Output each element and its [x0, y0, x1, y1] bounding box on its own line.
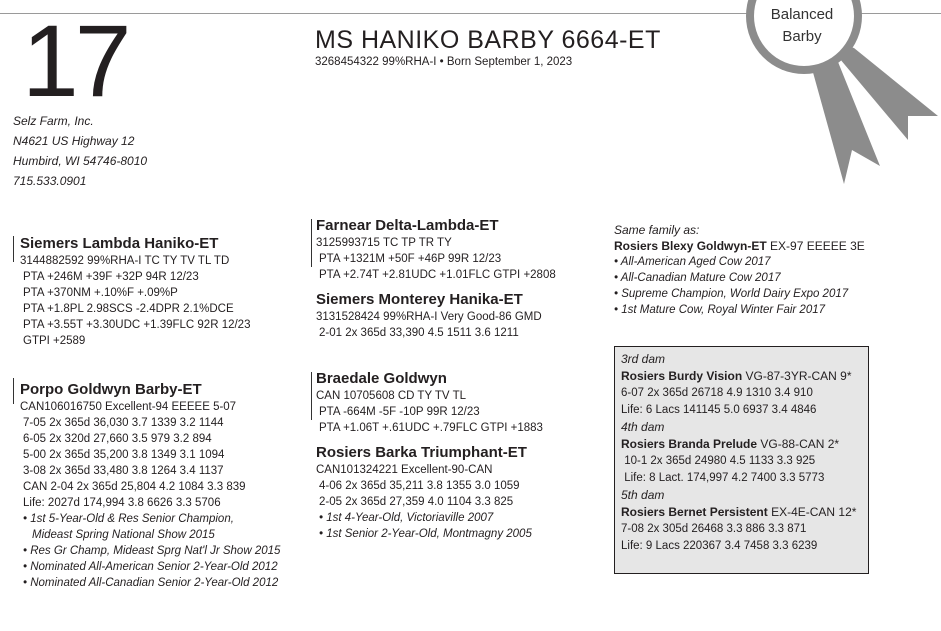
- dam-line: 5-00 2x 365d 35,200 3.8 1349 3.1 1094: [23, 449, 225, 461]
- dam-honor: • Nominated All-American Senior 2-Year-Old 2012: [23, 561, 278, 573]
- dam-title: [621, 504, 862, 521]
- dam-name: Rosiers Branda Prelude: [621, 437, 758, 451]
- animal-name: MS HANIKO BARBY 6664-ET: [315, 26, 661, 54]
- sire-line: GTPI +2589: [23, 335, 86, 347]
- sire-line: 3144882592 99%RHA-I TC TY TV TL TD: [20, 255, 230, 267]
- family-cow-name: Rosiers Blexy Goldwyn-ET: [614, 239, 767, 253]
- dam-name: Rosiers Burdy Vision: [621, 369, 743, 383]
- dam-dam-honor: • 1st 4-Year-Old, Victoriaville 2007: [319, 512, 494, 524]
- family-cow-class: EX-97 EEEEE 3E: [766, 239, 865, 253]
- dam-line: CAN 2-04 2x 365d 25,804 4.2 1084 3.3 839: [23, 481, 246, 493]
- sire-sire-line: 3125993715 TC TP TR TY: [316, 237, 452, 249]
- dam-label: 4th dam: [621, 420, 665, 434]
- consignor-address: [13, 111, 147, 191]
- dam-class: VG-87-3YR-CAN 9*: [742, 369, 852, 383]
- dam-record: 6-07 2x 365d 26718 4.9 1310 3.4 910: [621, 387, 813, 399]
- dam-line: 6-05 2x 320d 27,660 3.5 979 3.2 894: [23, 433, 212, 445]
- dam-sire-line: CAN 10705608 CD TY TV TL: [316, 390, 467, 402]
- dam-honor: • 1st 5-Year-Old & Res Senior Champion,: [23, 513, 234, 525]
- family-block: [614, 222, 865, 318]
- animal-info: 3268454322 99%RHA-I • Born September 1, 2023: [315, 56, 573, 68]
- sire-dam-name: Siemers Monterey Hanika-ET: [316, 291, 523, 308]
- sire-sire-block: [316, 216, 556, 283]
- dam-title: [621, 436, 862, 453]
- dam-class: VG-88-CAN 2*: [757, 437, 840, 451]
- sire-line: PTA +1.8PL 2.98SCS -2.4DPR 2.1%DCE: [23, 303, 234, 315]
- dam-sire-line: PTA +1.06T +.61UDC +.79FLC GTPI +1883: [319, 422, 543, 434]
- badge-line-2: Barby: [782, 28, 822, 45]
- dam-honor: • Nominated All-Canadian Senior 2-Year-Old 2012: [23, 577, 279, 589]
- dam-sire-bracket: [311, 372, 312, 420]
- dam-record: 7-08 2x 305d 26468 3.3 886 3.3 871: [621, 523, 807, 535]
- sire-dam-line: 2-01 2x 365d 33,390 4.5 1511 3.6 1211: [319, 327, 519, 339]
- badge-line-1: Balanced: [770, 6, 834, 23]
- dam-line: CAN106016750 Excellent-94 EEEEE 5-07: [20, 401, 237, 413]
- sire-block: [20, 234, 250, 349]
- dam-honor: • Res Gr Champ, Mideast Sprg Nat'l Jr Show 2015: [23, 545, 281, 557]
- dam-record: 10-1 2x 365d 24980 4.5 1133 3.3 925: [621, 455, 816, 467]
- dam-bracket: [13, 378, 14, 404]
- dam-honor: Mideast Spring National Show 2015: [32, 529, 215, 541]
- farm-city: Humbird, WI 54746-8010: [13, 154, 148, 168]
- dam-block: [20, 380, 280, 591]
- sire-dam-block: [316, 290, 542, 341]
- dam-label: 5th dam: [621, 488, 665, 502]
- dam-name: Rosiers Bernet Persistent: [621, 505, 768, 519]
- farm-name: Selz Farm, Inc.: [13, 114, 94, 128]
- family-cow: [614, 238, 865, 254]
- sire-sire-bracket: [311, 219, 312, 267]
- sire-line: PTA +246M +39F +32P 94R 12/23: [23, 271, 199, 283]
- dam-line: Life: 2027d 174,994 3.8 6626 3.3 5706: [23, 497, 221, 509]
- dam-dam-line: CAN101324221 Excellent-90-CAN: [316, 464, 493, 476]
- dam-class: EX-4E-CAN 12*: [767, 505, 857, 519]
- sire-bracket: [13, 236, 14, 262]
- family-honor: • 1st Mature Cow, Royal Winter Fair 2017: [614, 304, 826, 316]
- family-header: Same family as:: [614, 223, 700, 237]
- dam-record: Life: 6 Lacs 141145 5.0 6937 3.4 4846: [621, 404, 817, 416]
- family-honor: • Supreme Champion, World Dairy Expo 2017: [614, 288, 849, 300]
- dam-dam-line: 2-05 2x 365d 27,359 4.0 1104 3.3 825: [319, 496, 514, 508]
- family-honor: • All-Canadian Mature Cow 2017: [614, 272, 781, 284]
- family-honor: • All-American Aged Cow 2017: [614, 256, 771, 268]
- dam-dam-honor: • 1st Senior 2-Year-Old, Montmagny 2005: [319, 528, 532, 540]
- farm-street: N4621 US Highway 12: [13, 134, 135, 148]
- sire-sire-name: Farnear Delta-Lambda-ET: [316, 217, 499, 234]
- dam-label: 3rd dam: [621, 352, 666, 366]
- dam-dam-name: Rosiers Barka Triumphant-ET: [316, 444, 527, 461]
- farm-phone: 715.533.0901: [13, 174, 87, 188]
- sire-line: PTA +370NM +.10%F +.09%P: [23, 287, 178, 299]
- dams-box: [614, 346, 869, 574]
- dam-name: Porpo Goldwyn Barby-ET: [20, 381, 202, 398]
- dam-sire-name: Braedale Goldwyn: [316, 370, 447, 387]
- sire-sire-line: PTA +1321M +50F +46P 99R 12/23: [319, 253, 502, 265]
- dam-title: [621, 368, 862, 385]
- dam-line: 3-08 2x 365d 33,480 3.8 1264 3.4 1137: [23, 465, 224, 477]
- sire-sire-line: PTA +2.74T +2.81UDC +1.01FLC GTPI +2808: [319, 269, 556, 281]
- dam-record: Life: 9 Lacs 220367 3.4 7458 3.3 6239: [621, 540, 818, 552]
- dam-dam-block: [316, 443, 532, 542]
- sire-line: PTA +3.55T +3.30UDC +1.39FLC 92R 12/23: [23, 319, 251, 331]
- dam-sire-block: [316, 369, 543, 436]
- badge-label: [752, 4, 852, 48]
- dam-sire-line: PTA -664M -5F -10P 99R 12/23: [319, 406, 480, 418]
- dam-record: Life: 8 Lact. 174,997 4.2 7400 3.3 5773: [621, 472, 825, 484]
- dam-dam-line: 4-06 2x 365d 35,211 3.8 1355 3.0 1059: [319, 480, 520, 492]
- lot-number: 17: [22, 4, 128, 118]
- dam-line: 7-05 2x 365d 36,030 3.7 1339 3.2 1144: [23, 417, 224, 429]
- sire-name: Siemers Lambda Haniko-ET: [20, 235, 219, 252]
- sire-dam-line: 3131528424 99%RHA-I Very Good-86 GMD: [316, 311, 542, 323]
